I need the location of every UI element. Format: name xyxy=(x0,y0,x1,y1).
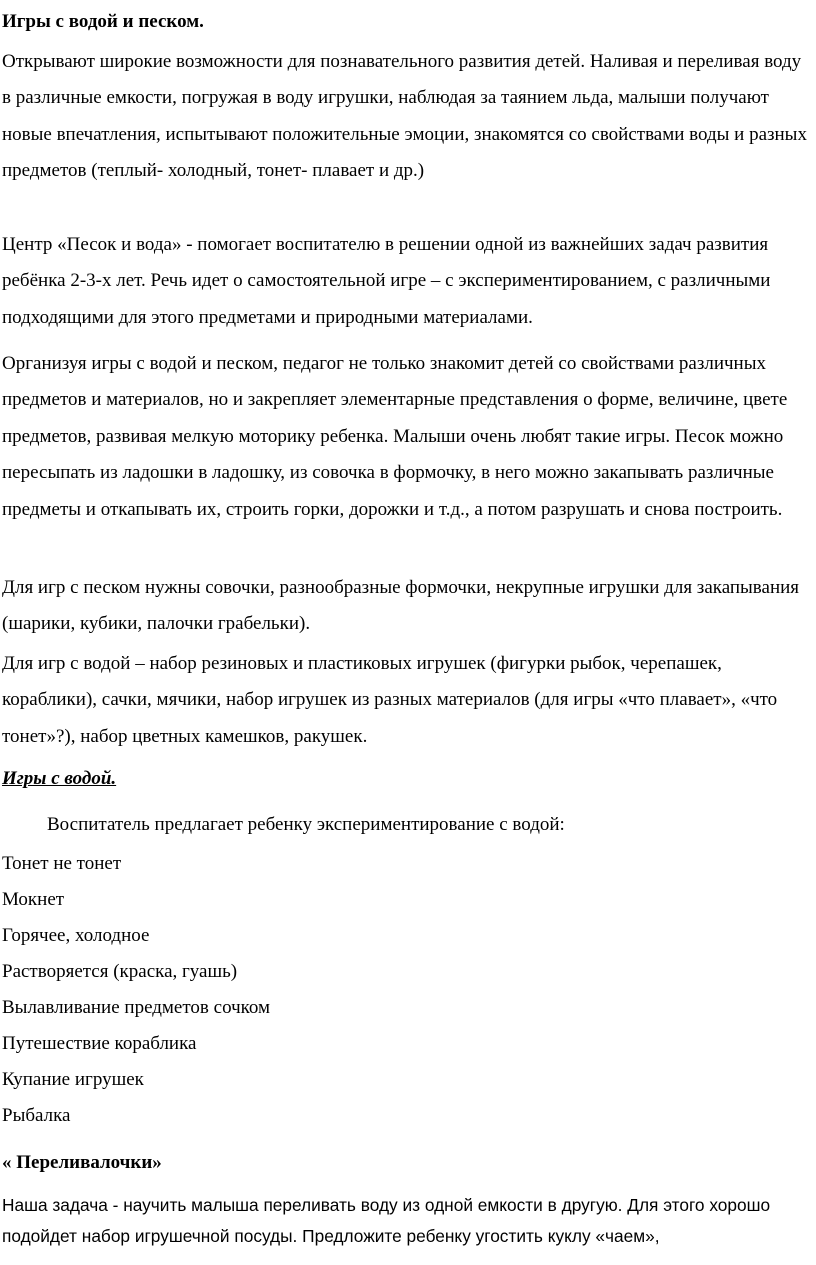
sand-materials-paragraph: Для игр с песком нужны совочки, разнообразные формочки, некрупные игрушки для закапывания (шарики, кубики, палочки грабельки). xyxy=(2,577,800,635)
document-heading: Игры с водой и песком. xyxy=(2,11,204,32)
list-item: Путешествие кораблика xyxy=(2,1033,197,1054)
list-item: Растворяется (краска, гуашь) xyxy=(2,961,238,982)
center-paragraph: Центр «Песок и вода» - помогает воспитателю в решении одной из важнейших задач развития ребёнка 2-3-х лет. Речь идет о самостоятельной игре – с экспериментированием, с различными подходящими для этого предметами и природными материалами. xyxy=(2,234,771,328)
water-games-list xyxy=(2,850,270,1138)
game-description: Наша задача - научить малыша переливать воду из одной емкости в другую. Для этого хорошо подойдет набор игрушечной посуды. Предложите ребенку угостить куклу «чаем», xyxy=(2,1195,771,1246)
water-materials-paragraph: Для игр с водой – набор резиновых и пластиковых игрушек (фигурки рыбок, черепашек, кораблики), сачки, мячики, набор игрушек из разных материалов (для игры «что плавает», «что тонет»?), набор цветных камешков, ракушек. xyxy=(2,653,778,747)
game-title: « Переливалочки» xyxy=(2,1152,162,1173)
list-item: Рыбалка xyxy=(2,1105,71,1126)
list-item: Тонет не тонет xyxy=(2,853,122,874)
organization-paragraph: Организуя игры с водой и песком, педагог не только знакомит детей со свойствами различных предметов и материалов, но и закрепляет элементарные представления о форме, величине, цвете предметов, развивая мелкую моторику ребенка. Малыши очень любят такие игры. Песок можно пересыпать из ладошки в ладошку, из совочка в формочку, в него можно закапывать различные предметы и откапывать их, строить горки, дорожки и т.д., а потом разрушать и снова построить. xyxy=(2,353,788,520)
intro-paragraph: Открывают широкие возможности для познавательного развития детей. Наливая и переливая воду в различные емкости, погружая в воду игрушки, наблюдая за таянием льда, малыши получают новые впечатления, испытывают положительные эмоции, знакомятся со свойствами воды и разных предметов (теплый- холодный, тонет- плавает и др.) xyxy=(2,51,807,182)
water-games-intro: Воспитатель предлагает ребенку экспериментирование с водой: xyxy=(47,814,565,835)
list-item: Горячее, холодное xyxy=(2,925,150,946)
list-item: Купание игрушек xyxy=(2,1069,144,1090)
water-games-heading: Игры с водой. xyxy=(2,768,117,789)
list-item: Вылавливание предметов сочком xyxy=(2,997,271,1018)
list-item: Мокнет xyxy=(2,889,65,910)
